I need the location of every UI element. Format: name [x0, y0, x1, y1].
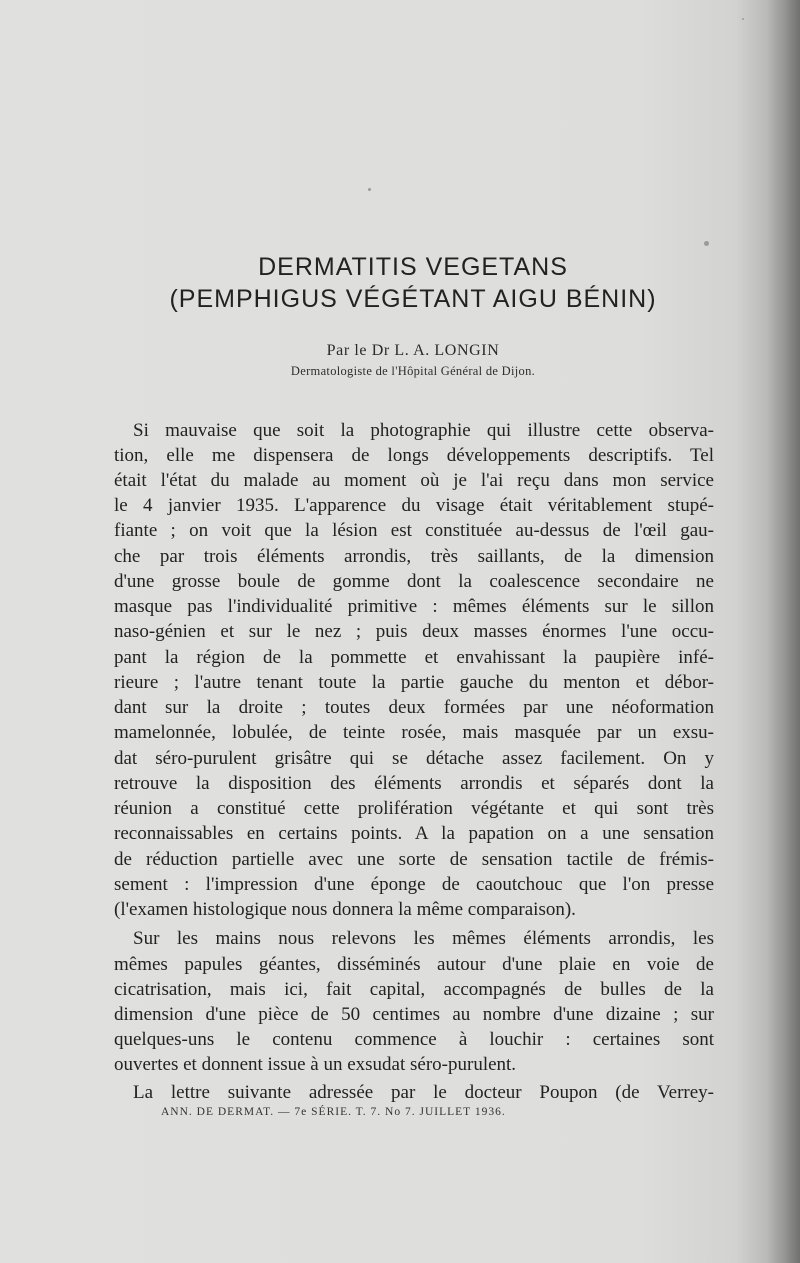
body-line: pant la région de la pommette et envahissant la paupière infé- [114, 647, 714, 668]
body-line: retrouve la disposition des éléments arrondis et séparés dont la [114, 773, 714, 794]
body-line: quelques-uns le contenu commence à louchir : certaines sont [114, 1029, 714, 1050]
body-line: mamelonnée, lobulée, de teinte rosée, mais masquée par un exsu- [114, 722, 714, 743]
scan-speck [742, 18, 744, 20]
body-line: Sur les mains nous relevons les mêmes éléments arrondis, les [133, 928, 714, 949]
body-line: cicatrisation, mais ici, fait capital, accompagnés de bulles de la [114, 979, 714, 1000]
author-affiliation: Dermatologiste de l'Hôpital Général de Dijon. [290, 364, 536, 378]
body-line: de réduction partielle avec une sorte de sensation tactile de frémis- [114, 849, 714, 870]
body-line: dant sur la droite ; toutes deux formées par une néoformation [114, 697, 714, 718]
scan-speck [704, 241, 709, 246]
body-line: fiante ; on voit que la lésion est constituée au-dessus de l'œil gau- [114, 520, 714, 541]
page-edge-shadow [766, 0, 800, 1263]
author-byline: Par le Dr L. A. LONGIN [326, 342, 500, 359]
body-line: rieure ; l'autre tenant toute la partie gauche du menton et débor- [114, 672, 714, 693]
body-line: dat séro-purulent grisâtre qui se détache assez facilement. On y [114, 748, 714, 769]
body-line: tion, elle me dispensera de longs développements descriptifs. Tel [114, 445, 714, 466]
body-line: Si mauvaise que soit la photographie qui illustre cette observa- [133, 420, 714, 441]
body-line: était l'état du malade au moment où je l'ai reçu dans mon service [114, 470, 714, 491]
article-title-line-1: DERMATITIS VEGETANS [258, 253, 568, 281]
body-line: naso-génien et sur le nez ; puis deux masses énormes l'une occu- [114, 621, 714, 642]
body-line: d'une grosse boule de gomme dont la coalescence secondaire ne [114, 571, 714, 592]
body-line: masque pas l'individualité primitive : mêmes éléments sur le sillon [114, 596, 714, 617]
body-line: La lettre suivante adressée par le docteur Poupon (de Verrey- [133, 1082, 714, 1103]
body-line: dimension d'une pièce de 50 centimes au nombre d'une dizaine ; sur [114, 1004, 714, 1025]
body-line: (l'examen histologique nous donnera la même comparaison). [114, 899, 576, 920]
body-line: mêmes papules géantes, disséminés autour d'une plaie en voie de [114, 954, 714, 975]
scan-speck [368, 188, 371, 191]
body-line: le 4 janvier 1935. L'apparence du visage était véritablement stupé- [114, 495, 714, 516]
journal-footer: ANN. DE DERMAT. — 7e SÉRIE. T. 7. No 7. JUILLET 1936. [161, 1106, 506, 1118]
article-title-line-2: (PEMPHIGUS VÉGÉTANT AIGU BÉNIN) [169, 285, 657, 313]
body-line: reconnaissables en certains points. A la papation on a une sensation [114, 823, 714, 844]
body-line: réunion a constitué cette prolifération végétante et qui sont très [114, 798, 714, 819]
body-line: che par trois éléments arrondis, très saillants, de la dimension [114, 546, 714, 567]
body-line: sement : l'impression d'une éponge de caoutchouc que l'on presse [114, 874, 714, 895]
body-line: ouvertes et donnent issue à un exsudat séro-purulent. [114, 1054, 517, 1075]
